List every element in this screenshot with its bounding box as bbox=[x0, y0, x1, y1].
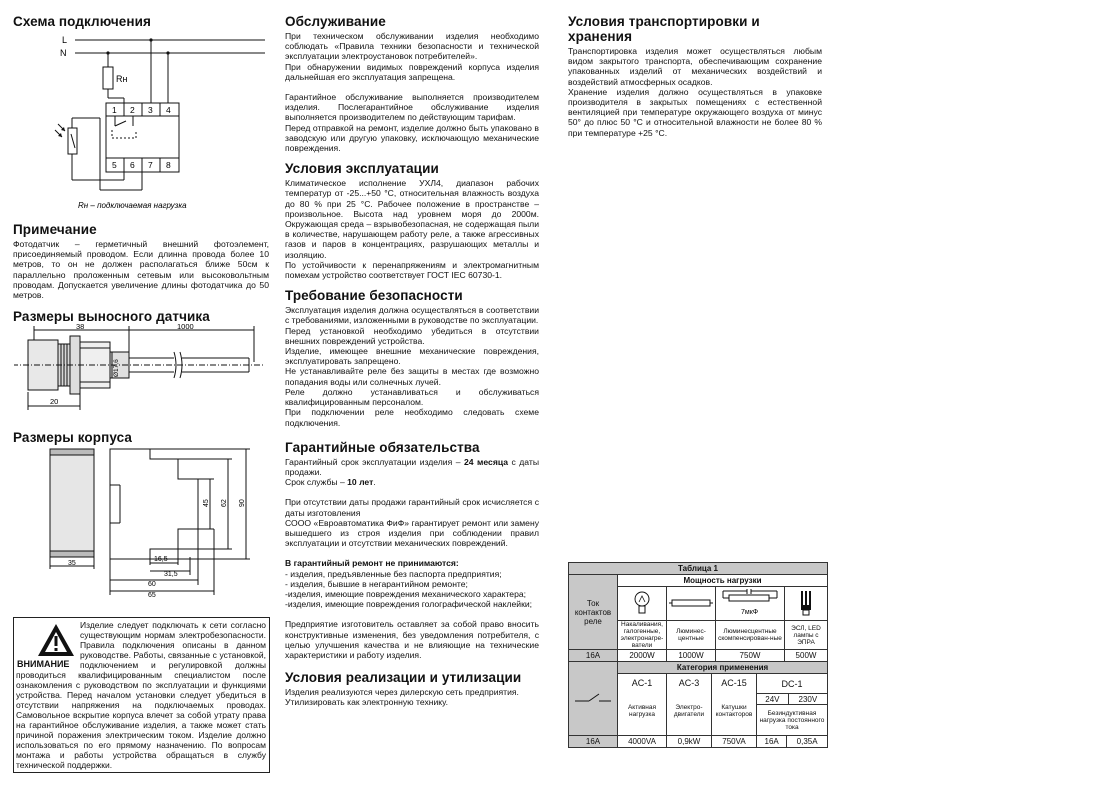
warning-text-wrap bbox=[16, 620, 266, 770]
safety-p4: Не устанавливайте реле без защиты в местах где возможно попадания воды или солнечных лучей. bbox=[285, 366, 539, 387]
terminal-7: 7 bbox=[148, 160, 153, 170]
category-header: Категория применения bbox=[618, 662, 828, 674]
safety-p2: Перед установкой необходимо убедиться в отсутствии внешних повреждений устройства. bbox=[285, 325, 539, 346]
disposal-p2: Утилизировать как электронную технику. bbox=[285, 697, 448, 708]
not-accepted-item: - изделия, предъявленные без паспорта предприятия; bbox=[285, 568, 502, 579]
table-1 bbox=[568, 562, 828, 748]
terminal-4: 4 bbox=[166, 105, 171, 115]
not-accepted-title: В гарантийный ремонт не принимаются: bbox=[285, 558, 459, 569]
not-accepted-item: -изделия, имеющие повреждения механического характера; bbox=[285, 588, 527, 599]
disposal-p1: Изделия реализуются через дилерскую сеть предприятия. bbox=[285, 687, 519, 698]
last-row-value: 0,35A bbox=[787, 736, 828, 748]
safety-p3: Изделие, имеющее внешние механические повреждения, эксплуатировать запрещено. bbox=[285, 346, 539, 367]
terminal-8: 8 bbox=[166, 160, 171, 170]
power-header: Мощность нагрузки bbox=[618, 575, 828, 587]
dim-20: 20 bbox=[50, 397, 59, 406]
label-N: N bbox=[60, 48, 67, 58]
dim-38: 38 bbox=[76, 322, 85, 331]
not-accepted-item: - изделия, бывшие в негарантийном ремонте; bbox=[285, 578, 468, 589]
dim-45: 45 bbox=[203, 499, 210, 507]
last-row-current: 16A bbox=[569, 736, 618, 748]
last-row-value: 16A bbox=[757, 736, 787, 748]
load-type-1: Накаливания, галогенные, электронагре-ватели bbox=[618, 621, 667, 650]
dim-60: 60 bbox=[148, 581, 156, 588]
transport-p1: Транспортировка изделия может осуществляться любым видом закрытого транспорта, обеспечивающим сохранение упакованных изделий от механических воздействий и воздействий атмосферных осадков. bbox=[568, 46, 822, 87]
label-Rn: Rн bbox=[116, 74, 128, 84]
safety-title: Требование безопасности bbox=[285, 288, 463, 304]
dim-65: 65 bbox=[148, 592, 156, 599]
power-3: 750W bbox=[716, 650, 785, 662]
column-3 bbox=[568, 14, 822, 138]
terminal-6: 6 bbox=[130, 160, 135, 170]
dim-31-5: 31,5 bbox=[164, 571, 178, 578]
sensor-title: Размеры выносного датчика bbox=[13, 309, 210, 324]
warranty-p4: СООО «Евроавтоматика ФиФ» гарантирует ремонт или замену вышедшего из строя изделия при соблюдении правил эксплуатации и отсутствии механических повреждений. bbox=[285, 517, 539, 549]
load-type-4: ЭСЛ, LED лампы с ЭПРА bbox=[785, 621, 828, 650]
transport-title: Условия транспортировки и хранения bbox=[568, 14, 760, 44]
last-row-value: 0,9kW bbox=[667, 736, 712, 748]
housing-title: Размеры корпуса bbox=[13, 430, 132, 445]
column-1 bbox=[13, 14, 271, 31]
warning-text: Изделие следует подключать к сети согласно существующим нормам электробезопасности. Правила подключения описаны в данном руководстве. Работы, связанные с установкой, подключением и регулировкой должны проводиться квалифицированным специалистом после ознакомления с руководством по эксплуатации и функциями устройства. Перед началом установки следует убедиться в отсутствии напряжения на подключаемых проводах. Самовольное вскрытие корпуса влечет за собой утрату права на гарантийное обслуживание изделия, а также может стать причиной поражения электрическим током. Изделие должно использоваться по его прямому назначению. По вопросам монтажа и работы устройства обращаться в службу технической поддержки. bbox=[16, 620, 266, 770]
service-p4: Перед отправкой на ремонт, изделие должно быть упаковано в заводскую или другую упаковку, исключающую механические повреждения. bbox=[285, 122, 539, 154]
compensated-fluorescent-icon bbox=[716, 587, 785, 621]
last-row-value: 4000VA bbox=[618, 736, 667, 748]
last-row-value: 750VA bbox=[712, 736, 757, 748]
load-type-3: Люминесцентные скомпенсирован-ные bbox=[716, 621, 785, 650]
operation-title: Условия эксплуатации bbox=[285, 161, 439, 177]
housing-drawing bbox=[14, 445, 270, 605]
wiring-diagram bbox=[40, 30, 270, 215]
safety-p5: Реле должно устанавливаться и обслуживаться квалифицированным персоналом. bbox=[285, 386, 539, 408]
wiring-title: Схема подключения bbox=[13, 14, 151, 29]
warranty-p2: Срок службы – 10 лет. bbox=[285, 477, 376, 488]
contact-switch-icon bbox=[569, 662, 618, 736]
dc-desc: Безиндуктивная нагрузка постоянного тока bbox=[759, 709, 825, 731]
warranty-title: Гарантийные обязательства bbox=[285, 439, 480, 455]
safety-p1: Эксплуатация изделия должна осуществляться в соответствии с требованиями, изложенными в руководстве по эксплуатации. bbox=[285, 305, 539, 326]
dim-1000: 1000 bbox=[177, 322, 194, 331]
service-p2: При обнаружении видимых повреждений корпуса изделия дальнейшая его эксплуатация запрещена. bbox=[285, 61, 539, 82]
dim-35: 35 bbox=[68, 560, 76, 567]
service-title: Обслуживание bbox=[285, 14, 386, 29]
dc-block bbox=[757, 694, 828, 736]
capacitor-label: 7мкФ bbox=[741, 608, 759, 616]
warranty-p1: Гарантийный срок эксплуатации изделия – 24 месяца с даты продажи. bbox=[285, 456, 539, 477]
wiring-caption: Rн – подключаемая нагрузка bbox=[78, 201, 187, 210]
power-4: 500W bbox=[785, 650, 828, 662]
category-dc1: DC-1 bbox=[757, 674, 828, 694]
category-ac1: AC-1 Активная нагрузка bbox=[618, 674, 667, 736]
power-2: 1000W bbox=[667, 650, 716, 662]
service-p3: Гарантийное обслуживание выполняется производителем изделия. Послегарантийное обслуживание изделия выполняется производителем по действующим тарифам. bbox=[285, 92, 539, 123]
transport-p2: Хранение изделия должно осуществляться в упаковке производителя в закрытых помещениях с естественной вентиляцией при температуре окружающего воздуха от минус 50° до плюс 50 °С и относительной влажности не более 80 % при температуре +25 °С. bbox=[568, 86, 822, 138]
dim-90: 90 bbox=[239, 499, 246, 507]
table-title: Таблица 1 bbox=[569, 563, 828, 575]
warning-box bbox=[13, 617, 270, 773]
dim-16-5: 16,5 bbox=[154, 556, 168, 563]
terminal-2: 2 bbox=[130, 105, 135, 115]
contact-current-header: Ток контактов реле bbox=[569, 575, 618, 650]
column-2 bbox=[285, 14, 539, 708]
fluorescent-tube-icon bbox=[667, 587, 716, 621]
dim-diameter: Ø17,6 bbox=[113, 359, 120, 377]
warranty-p3: При отсутствии даты продажи гарантийный срок исчисляется с даты изготовления bbox=[285, 497, 539, 518]
operation-p1: Климатическое исполнение УХЛ4, диапазон рабочих температур от -25...+50 °С, относительная влажность воздуха до 80 % при 25 °С. Рабочее положение в пространстве – произвольное. Высота над уровнем моря до 2000м. Окружающая среда – взрывобезопасная, не содержащая пыли в количестве, нарушающем работу реле, а также агрессивных газов и паров в концентрациях, разрушающих металлы и изоляцию. bbox=[285, 178, 539, 260]
dim-62: 62 bbox=[221, 499, 228, 507]
label-L: L bbox=[62, 35, 68, 45]
note-section bbox=[13, 222, 269, 300]
dc-230v: 230V bbox=[788, 694, 827, 705]
terminal-1: 1 bbox=[112, 105, 117, 115]
category-ac3: AC-3 Электро-двигатели bbox=[667, 674, 712, 736]
incandescent-lamp-icon bbox=[618, 587, 667, 621]
dc-24v: 24V bbox=[757, 694, 788, 705]
operation-p2: По устойчивости к перенапряжениям и электромагнитным помехам устройство соответствует ГОСТ IEC 60730-1. bbox=[285, 259, 539, 281]
not-accepted-item: -изделия, имеющие повреждения голографической наклейки; bbox=[285, 599, 533, 610]
terminal-5: 5 bbox=[112, 160, 117, 170]
category-ac15: AC-15 Катушки контакторов bbox=[712, 674, 757, 736]
safety-p6: При подключении реле необходимо следовать схеме подключения. bbox=[285, 407, 539, 428]
disposal-title: Условия реализации и утилизации bbox=[285, 670, 522, 686]
led-cfl-lamp-icon bbox=[785, 587, 828, 621]
row-16a: 16A bbox=[569, 650, 618, 662]
power-1: 2000W bbox=[618, 650, 667, 662]
service-p1: При техническом обслуживании изделия необходимо соблюдать «Правила техники безопасности и технической эксплуатации электроустановок потребителей». bbox=[285, 31, 539, 62]
sensor-drawing bbox=[14, 322, 270, 414]
terminal-3: 3 bbox=[148, 105, 153, 115]
warning-label: ВНИМАНИЕ bbox=[17, 659, 70, 669]
note-title: Примечание bbox=[13, 222, 97, 237]
note-text: Фотодатчик – герметичный внешний фотоэлемент, присоединяемый проводом. Если длинна провода более 10 метров, то он не должен располагаться ближе 50см к параллельно проложенным сетевым или высоковольтным проводам. Допускается увеличение длины фотодатчика до 50 метров. bbox=[13, 239, 269, 301]
warranty-p5: Предприятие изготовитель оставляет за собой право вносить конструктивные изменения, без уведомления потребителя, с целью улучшения качества и не влияющие на технические характеристики и работу изделия. bbox=[285, 619, 539, 660]
load-type-2: Люминес-центные bbox=[667, 621, 716, 650]
